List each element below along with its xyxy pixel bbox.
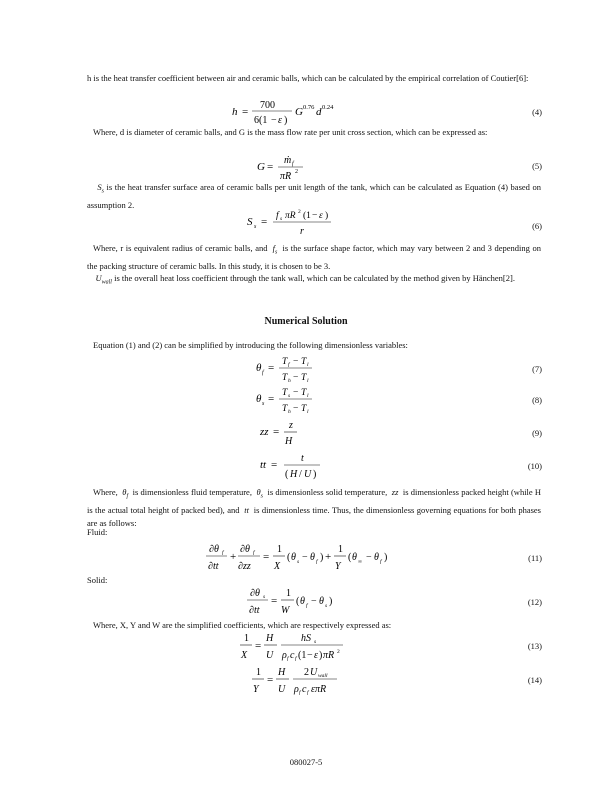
svg-text:W: W [281,605,290,616]
svg-text:f: f [288,362,290,368]
svg-text:f: f [306,603,308,609]
equation-9 [200,418,420,448]
svg-text:ṁ: ṁ [284,155,292,166]
paragraph-equivalent-radius-text-a: Where, r is equivalent radius of ceramic balls, and [93,243,268,253]
svg-text:T: T [301,357,307,367]
equation-number-4: (4) [532,107,542,117]
svg-text:−: − [307,650,313,661]
svg-text:): ) [329,596,333,607]
svg-text:l: l [307,393,309,399]
svg-text:f: f [307,690,309,696]
svg-text:U: U [266,650,274,661]
equation-number-13: (13) [527,641,542,651]
svg-text:r: r [300,226,304,237]
svg-text:1: 1 [277,544,282,555]
svg-text:H: H [285,436,293,447]
equation-number-10: (10) [527,461,542,471]
svg-text:f: f [380,559,382,565]
svg-text:X: X [274,561,281,572]
svg-text:T: T [282,357,288,367]
svg-text:): ) [325,211,329,221]
svg-text:f: f [253,550,255,556]
svg-text:=: = [268,393,275,405]
svg-text:h: h [288,378,291,384]
svg-text:∂θ: ∂θ [240,544,250,555]
svg-text:=: = [242,106,249,118]
svg-text:f: f [276,211,279,221]
svg-text:l: l [307,378,309,384]
svg-text:∂tt: ∂tt [208,561,219,572]
svg-text:=: = [273,426,280,438]
svg-text:s: s [254,224,257,230]
svg-text:−: − [366,552,372,563]
svg-text:s: s [280,216,283,222]
svg-text:s: s [314,639,317,645]
svg-text:−: − [293,388,299,398]
svg-text:−: − [293,357,299,367]
svg-text:θ: θ [291,552,296,563]
svg-text:0.76: 0.76 [303,104,315,111]
svg-text:1: 1 [338,544,343,555]
svg-text:θ: θ [300,596,305,607]
equation-number-9: (9) [532,428,542,438]
svg-text:(1: (1 [298,650,307,661]
svg-text:(: ( [348,552,352,563]
svg-text:f: f [222,550,224,556]
svg-text:): ) [313,469,317,480]
svg-text:T: T [282,373,288,383]
svg-text:πR: πR [280,171,292,182]
paragraph-dimensionless-text-d: is dimensionless packed height (while H is the actual total height of packed bed), and [87,487,542,515]
svg-text:T: T [282,404,288,414]
svg-text:G: G [257,161,265,173]
svg-text:ε: ε [278,115,282,126]
svg-text:f: f [299,690,301,696]
paragraph-surface-area-text: is the heat transfer surface area of ceramic balls per unit length of the tank, which can be calculated as Equation (4) based on assumption 2. [87,182,541,210]
svg-text:/: / [299,469,302,480]
svg-text:f: f [287,656,289,662]
svg-text:U: U [304,469,312,480]
svg-text:επR: επR [311,684,327,695]
svg-text:(1: (1 [303,211,311,221]
svg-text:s: s [297,559,300,565]
svg-text:0.24: 0.24 [322,104,334,111]
svg-text:+: + [230,551,237,563]
svg-text:z: z [289,420,293,431]
svg-text:(: ( [296,596,300,607]
svg-text:ρ: ρ [294,684,299,695]
paragraph-heat-loss-text: is the overall heat loss coefficient through the tank wall, which can be calculated by the method given by Hänchen[2]. [114,273,515,283]
svg-text:G: G [295,106,303,118]
svg-text:): ) [284,115,288,126]
svg-text:s: s [263,594,266,600]
svg-text:(: ( [287,552,291,563]
svg-text:c: c [290,650,295,661]
svg-text:2: 2 [298,209,301,215]
equation-number-14: (14) [527,675,542,685]
symbol-theta-s: $\theta_s$ [254,487,263,500]
symbol-tt: tt [241,504,252,515]
paragraph-dimensionless-text-c: is dimensionless solid temperature, [267,487,388,497]
svg-text:f: f [295,656,297,662]
svg-text:θ: θ [319,596,324,607]
equation-7 [200,354,420,384]
symbol-fs: $f_s$ [270,243,278,256]
svg-text:l: l [307,362,309,368]
section-heading: Numerical Solution [264,316,348,327]
equation-13 [200,630,420,660]
svg-text:=: = [255,640,262,652]
svg-text:−: − [302,552,308,563]
svg-text:πR: πR [323,650,335,661]
equation-10 [200,451,420,481]
svg-text:S: S [247,216,253,228]
paragraph-simplified-coefficients: Where, X, Y and W are the simplified coefficients, which are respectively expressed as: [93,620,392,630]
svg-text:X: X [241,650,248,661]
svg-text:1: 1 [244,633,249,644]
svg-text:zz: zz [260,426,269,438]
svg-text:wall: wall [318,673,328,679]
svg-text:ρ: ρ [282,650,287,661]
svg-text:H: H [266,633,274,644]
svg-text:T: T [301,373,307,383]
svg-text:=: = [271,595,278,607]
svg-text:H: H [290,469,298,480]
svg-text:f: f [262,370,264,376]
svg-text:∂θ: ∂θ [250,588,260,599]
svg-text:U: U [310,667,318,678]
equation-number-5: (5) [532,161,542,171]
svg-text:−: − [293,404,299,414]
svg-text:∂zz: ∂zz [238,561,251,572]
symbol-uwall: $U_{wall}$ [87,273,112,286]
svg-text:Y: Y [253,684,259,695]
svg-text:2: 2 [304,667,309,678]
svg-text:H: H [278,667,286,678]
svg-text:∞: ∞ [358,559,362,565]
svg-text:s: s [262,401,265,407]
svg-text:−: − [312,211,318,221]
svg-text:+: + [325,551,332,563]
svg-text:l: l [307,409,309,415]
svg-text:T: T [301,404,307,414]
equation-11 [200,541,460,571]
svg-text:θ: θ [310,552,315,563]
equation-8 [200,385,420,415]
svg-text:1: 1 [256,667,261,678]
svg-text:−: − [271,115,277,126]
svg-text:2: 2 [295,169,298,175]
svg-text:πR: πR [285,211,296,221]
svg-text:∂θ: ∂θ [209,544,219,555]
svg-text:=: = [267,161,274,173]
equation-number-12: (12) [527,597,542,607]
svg-text:2: 2 [337,649,340,655]
equation-14 [200,664,420,694]
equation-6 [200,208,420,238]
svg-text:θ: θ [256,393,262,405]
svg-text:f: f [292,161,294,167]
svg-text:∂tt: ∂tt [249,605,260,616]
svg-text:=: = [263,551,270,563]
svg-text:Y: Y [335,561,341,572]
svg-text:=: = [267,674,274,686]
equation-number-11: (11) [528,553,542,563]
svg-text:θ: θ [256,362,262,374]
paragraph-dimensionless-text-e: is dimensionless time. Thus, the dimensionless governing equations for both phases are as follows: [87,504,541,528]
svg-text:): ) [320,552,324,563]
symbol-zz: zz [389,487,401,497]
equation-5 [200,153,420,183]
svg-text:(: ( [285,469,289,480]
paragraph-equivalent-radius [87,242,541,273]
paragraph-equivalent-radius-text-b: is the surface shape factor, which may vary between 2 and 3 depending on the packing structure of ceramic balls. In this study, it is chosen to be 3. [87,243,541,271]
page-footer: 080027-5 [289,757,323,767]
svg-text:s: s [325,603,328,609]
paragraph-dimensionless-definitions [87,486,541,530]
svg-text:h: h [232,106,238,118]
svg-text:d: d [316,106,322,118]
svg-text:f: f [316,559,318,565]
svg-text:tt: tt [260,459,267,471]
paragraph-dimensionless-text-a: Where, [93,487,118,497]
equation-4 [200,98,420,128]
paragraph-heat-transfer-coefficient: h is the heat transfer coefficient between air and ceramic balls, which can be calculated by the empirical correlation of Coutier[6]: [87,73,529,83]
svg-text:θ: θ [352,552,357,563]
svg-text:t: t [301,453,304,464]
symbol-theta-f: $\theta_f$ [120,487,129,500]
svg-text:θ: θ [374,552,379,563]
paragraph-dimensionless-text-b: is dimensionless fluid temperature, [132,487,252,497]
svg-text:=: = [271,459,278,471]
svg-text:6(1: 6(1 [254,115,268,126]
svg-text:h: h [288,409,291,415]
svg-text:=: = [261,216,268,228]
equation-12 [200,585,420,615]
paragraph-heat-loss [87,272,541,290]
label-solid: Solid: [87,575,108,585]
svg-text:T: T [282,388,288,398]
svg-text:700: 700 [260,100,275,111]
equation-number-8: (8) [532,395,542,405]
svg-text:U: U [278,684,286,695]
svg-text:): ) [384,552,388,563]
svg-text:): ) [319,650,323,661]
label-fluid: Fluid: [87,527,108,537]
paragraph-diameter-mass-flow: Where, d is diameter of ceramic balls, and G is the mass flow rate per unit cross section, which can be expressed as: [93,127,488,137]
svg-text:c: c [302,684,307,695]
symbol-ss: $S_s$ [87,182,104,195]
svg-text:=: = [268,362,275,374]
svg-text:hS: hS [301,633,311,644]
svg-text:−: − [293,373,299,383]
paragraph-dimensionless-variables: Equation (1) and (2) can be simplified by introducing the following dimensionless variables: [93,340,408,350]
equation-number-7: (7) [532,364,542,374]
svg-text:s: s [288,393,291,399]
svg-text:ε: ε [314,650,318,661]
equation-number-6: (6) [532,221,542,231]
svg-text:ε: ε [319,211,323,221]
svg-text:T: T [301,388,307,398]
svg-text:1: 1 [286,588,291,599]
svg-text:−: − [311,596,317,607]
